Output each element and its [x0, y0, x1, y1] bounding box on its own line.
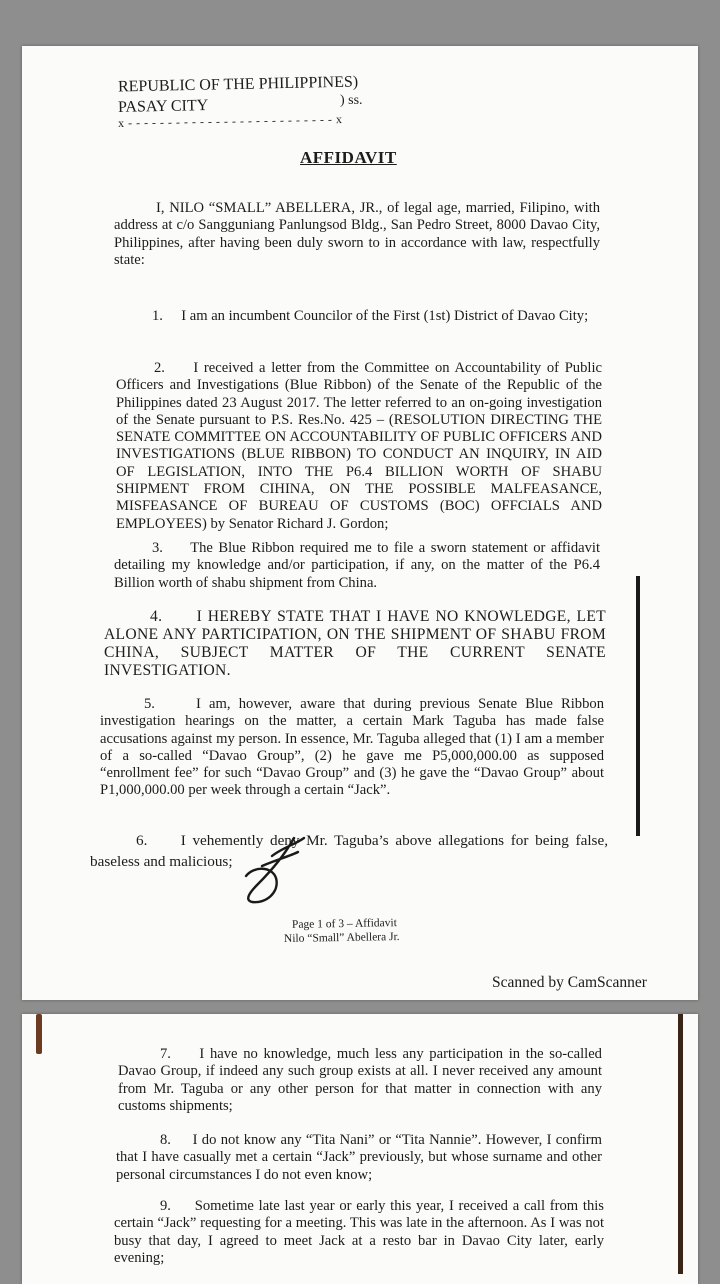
paragraph-5 [100, 696, 604, 800]
footer-name: Nilo “Small” Abellera Jr. [283, 930, 400, 946]
paragraph-3-text: The Blue Ribbon required me to file a sworn statement or affidavit detailing my knowledge and/or participation, if any, on the matter of the P6.4 Billion worth of shabu shipment from China. [114, 540, 600, 591]
paragraph-7 [118, 1046, 602, 1115]
paragraph-5-text: I am, however, aware that during previous Senate Blue Ribbon investigation hearings on the matter, a certain Mark Taguba has made false accusations against my person. In essence, Mr. Taguba alleged that (1) I am a member of a so-called “Davao Group”, (2) he gave me P5,000,000.00 as supposed “enrollment fee” for such “Davao Group” and (3) he gave the “Davao Group” about P1,000,000.00 per week through a certain “Jack”. [100, 696, 604, 799]
document-title: AFFIDAVIT [300, 148, 397, 167]
paragraph-9-num: 9. [160, 1198, 171, 1214]
caption-ss: ) ss. [340, 93, 363, 108]
paragraph-4 [104, 608, 606, 680]
paragraph-5-num: 5. [144, 696, 155, 712]
paragraph-6-text: I vehemently deny Mr. Taguba’s above allegations for being false, baseless and malicious; [90, 832, 608, 870]
scan-edge-left [36, 1014, 42, 1054]
paragraph-9 [114, 1198, 604, 1267]
paragraph-8-num: 8. [160, 1132, 171, 1148]
caption-rule: x - - - - - - - - - - - - - - - - - - - - - - - - - - x [117, 112, 343, 130]
paragraph-3-num: 3. [152, 540, 163, 556]
document-page-2 [22, 1014, 698, 1284]
document-page-1 [22, 46, 698, 1000]
scan-edge-right [678, 1014, 683, 1274]
paragraph-2-text: I received a letter from the Committee on Accountability of Public Officers and Investigations (Blue Ribbon) of the Senate of the Republic of the Philippines dated 23 August 2017. The letter referred to an on-going investigation of the Senate pursuant to P.S. Res.No. 425 – (RESOLUTION DIRECTING THE SENATE COMMITTEE ON ACCOUNTABILITY OF PUBLIC OFFICERS AND INVESTIGATIONS (BLUE RIBBON) TO CONDUCT AN INQUIRY, IN AID OF LEGISLATION, INTO THE P6.4 BILLION WORTH OF SHABU SHIPMENT FROM CIHINA, ON THE POSSIBLE MALFEASANCE, MISFEASANCE OF BUREAU OF CUSTOMS (BOC) OFFCIALS AND EMPLOYEES) by Senator Richard J. Gordon; [116, 360, 602, 532]
paragraph-6 [90, 830, 608, 872]
signature-mark [232, 826, 322, 906]
paragraph-7-num: 7. [160, 1046, 171, 1062]
paragraph-1 [114, 308, 600, 325]
paragraph-9-text: Sometime late last year or early this year, I received a call from this certain “Jack” requesting for a meeting. This was late in the afternoon. As I was not busy that day, I agreed to meet Jack at a resto bar in Davao City later, early evening; [114, 1198, 604, 1266]
paragraph-4-text: I HEREBY STATE THAT I HAVE NO KNOWLEDGE, LET ALONE ANY PARTICIPATION, ON THE SHIPMENT OF SHABU FROM CHINA, SUBJECT MATTER OF THE CURRENT SENATE INVESTIGATION. [104, 608, 606, 679]
scanner-watermark: Scanned by CamScanner [492, 974, 647, 991]
paragraph-2 [116, 360, 602, 533]
paragraph-7-text: I have no knowledge, much less any participation in the so-called Davao Group, if indeed any such group exists at all. I never received any amount from Mr. Taguba or any other person for that matter in connection with any customs shipments; [118, 1046, 602, 1114]
caption-city: PASAY CITY [117, 97, 209, 116]
paragraph-4-num: 4. [150, 608, 163, 625]
paragraph-8 [116, 1132, 602, 1184]
footer-page-number: Page 1 of 3 – Affidavit [291, 917, 397, 931]
paragraph-6-num: 6. [136, 832, 148, 849]
scan-edge-shadow [636, 576, 640, 836]
paragraph-8-text: I do not know any “Tita Nani” or “Tita Nannie”. However, I confirm that I have casually met a certain “Jack” previously, but whose surname and other personal circumstances I do not even know; [116, 1132, 602, 1183]
paragraph-1-num: 1. [152, 308, 163, 324]
paragraph-2-num: 2. [154, 360, 165, 376]
caption-republic: REPUBLIC OF THE PHILIPPINES) [117, 73, 359, 96]
intro-paragraph: I, NILO “SMALL” ABELLERA, JR., of legal age, married, Filipino, with address at c/o Sangguniang Panlungsod Bldg., San Pedro Street, 8000 Davao City, Philippines, after having been duly sworn to in accordance with law, respectfully state: [114, 200, 600, 268]
paragraph-3 [114, 540, 600, 592]
paragraph-1-text: I am an incumbent Councilor of the First (1st) District of Davao City; [181, 308, 589, 324]
